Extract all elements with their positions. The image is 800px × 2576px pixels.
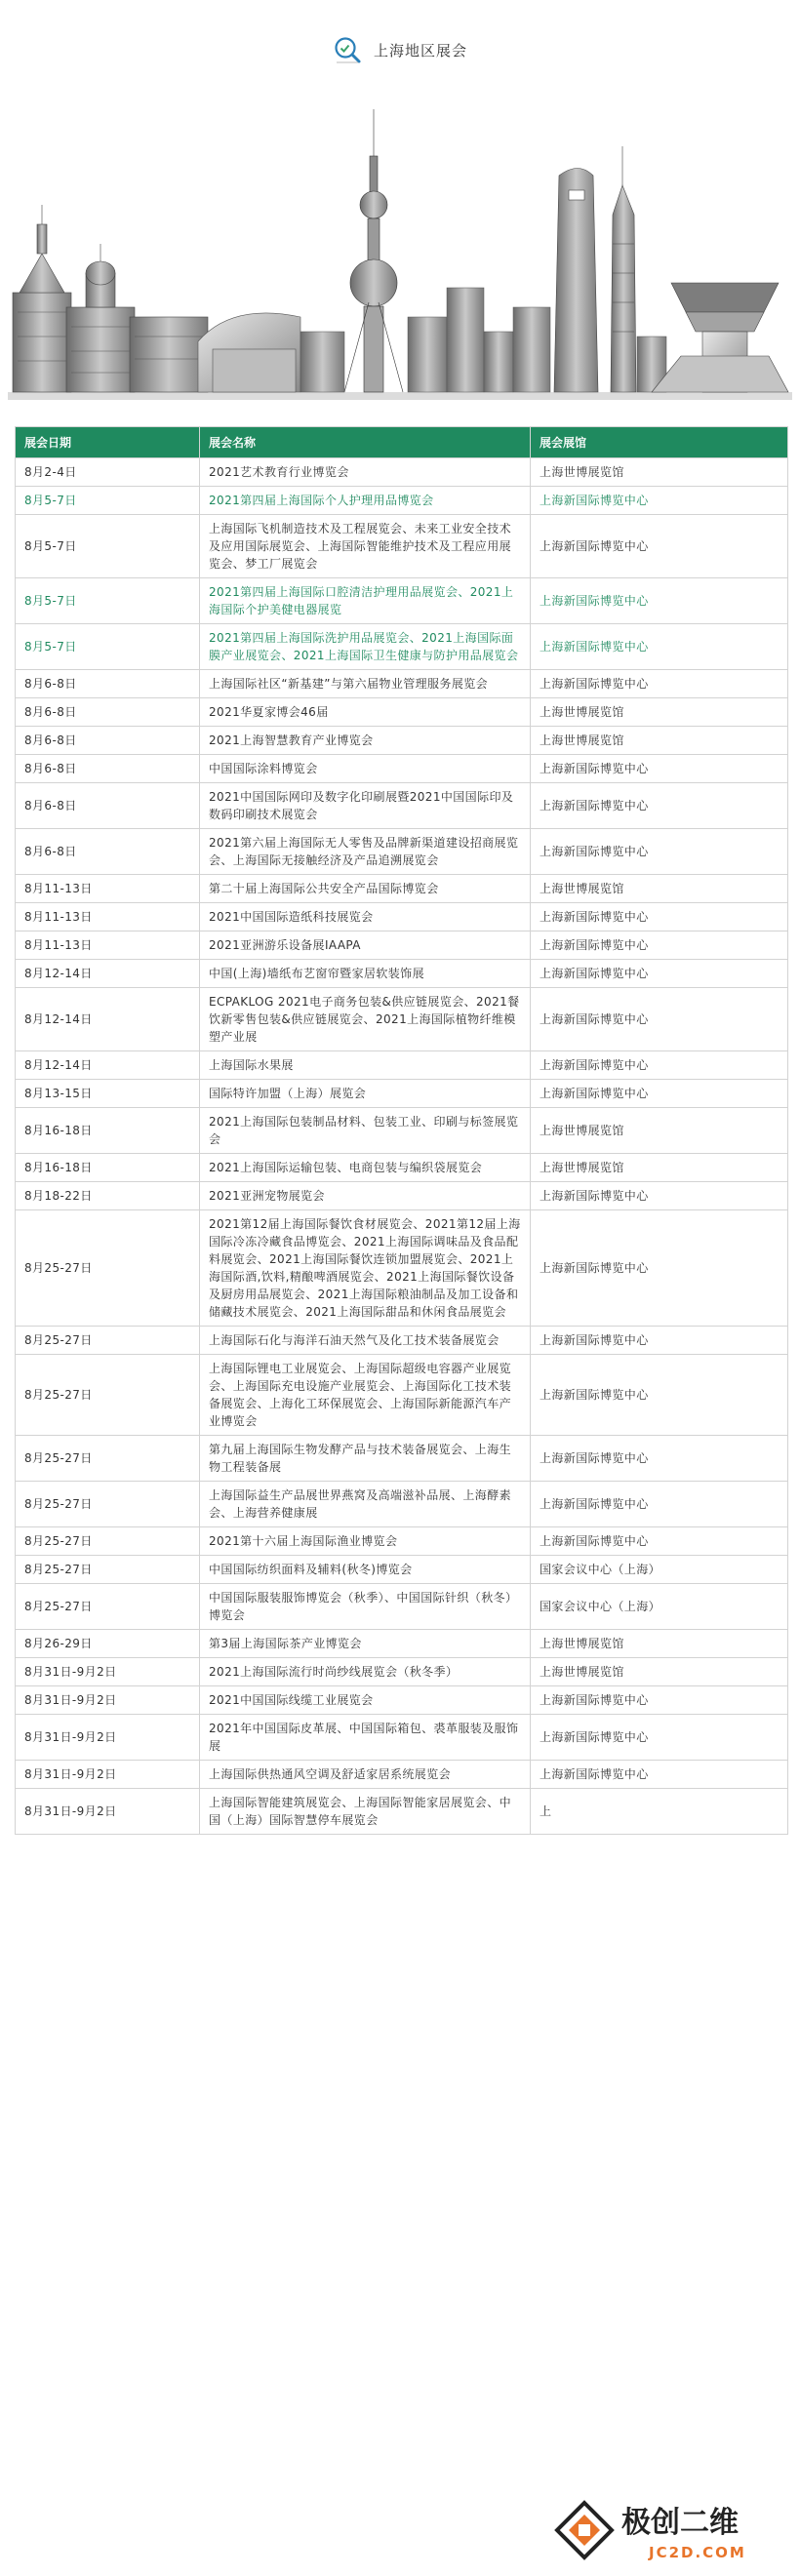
- table-row: [16, 515, 788, 578]
- page-header: [0, 27, 800, 72]
- row-date: 8月25-27日: [16, 1527, 200, 1556]
- city-blocks: [300, 288, 550, 392]
- row-exhibition-name: 2021第12届上海国际餐饮食材展览会、2021第12届上海国际冷冻冷藏食品博览会、2021上海国际调味品及食品配料展览会、2021上海国际餐饮连锁加盟展览会、2021上海国际酒,饮料,精酿啤酒展览会、2021上海国际餐饮设备及厨房用品展览会、2021上海国际粮油制品及加工设备和储藏技术展览会、2021上海国际甜品和休闲食品展览会: [200, 1210, 531, 1327]
- row-date: 8月25-27日: [16, 1556, 200, 1584]
- row-venue: 上海新国际博览中心: [531, 1482, 788, 1527]
- row-date: 8月11-13日: [16, 931, 200, 960]
- row-venue: 上海新国际博览中心: [531, 1182, 788, 1210]
- row-venue: 上: [531, 1789, 788, 1835]
- header-date: 展会日期: [16, 427, 200, 458]
- row-venue: 上海新国际博览中心: [531, 578, 788, 624]
- row-exhibition-name: 上海国际益生产品展世界燕窝及高端滋补品展、上海酵素会、上海营养健康展: [200, 1482, 531, 1527]
- row-date: 8月25-27日: [16, 1327, 200, 1355]
- table-row: [16, 458, 788, 487]
- row-exhibition-name: 2021第四届上海国际个人护理用品博览会: [200, 487, 531, 515]
- row-exhibition-name: 2021上海国际包装制品材料、包装工业、印刷与标签展览会: [200, 1108, 531, 1154]
- row-exhibition-name: 中国国际服装服饰博览会（秋季）、中国国际针织（秋冬）博览会: [200, 1584, 531, 1630]
- table-row: [16, 727, 788, 755]
- row-date: 8月25-27日: [16, 1355, 200, 1436]
- row-venue: 上海世博展览馆: [531, 1154, 788, 1182]
- row-exhibition-name: 2021第四届上海国际洗护用品展览会、2021上海国际面膜产业展览会、2021上海国际卫生健康与防护用品展览会: [200, 624, 531, 670]
- row-date: 8月12-14日: [16, 1051, 200, 1080]
- row-venue: 上海新国际博览中心: [531, 1527, 788, 1556]
- row-exhibition-name: 2021中国国际网印及数字化印刷展暨2021中国国际印及数码印刷技术展览会: [200, 783, 531, 829]
- row-venue: 上海新国际博览中心: [531, 1080, 788, 1108]
- table-row: [16, 1584, 788, 1630]
- table-row: [16, 988, 788, 1051]
- table-row: [16, 1686, 788, 1715]
- row-exhibition-name: ECPAKLOG 2021电子商务包装&供应链展览会、2021餐饮新零售包装&供应链展览会、2021上海国际植物纤维模塑产业展: [200, 988, 531, 1051]
- row-date: 8月12-14日: [16, 988, 200, 1051]
- table-row: [16, 1527, 788, 1556]
- table-row: [16, 960, 788, 988]
- jinmao-tower: [611, 146, 636, 392]
- row-exhibition-name: 2021年中国国际皮革展、中国国际箱包、裘革服装及服饰展: [200, 1715, 531, 1761]
- row-venue: 上海新国际博览中心: [531, 1715, 788, 1761]
- row-date: 8月11-13日: [16, 875, 200, 903]
- row-exhibition-name: 上海国际水果展: [200, 1051, 531, 1080]
- row-venue: 上海新国际博览中心: [531, 960, 788, 988]
- table-row: [16, 1436, 788, 1482]
- row-date: 8月25-27日: [16, 1210, 200, 1327]
- table-row: [16, 1715, 788, 1761]
- table-row: [16, 1182, 788, 1210]
- row-date: 8月31日-9月2日: [16, 1715, 200, 1761]
- row-exhibition-name: 2021亚洲宠物展览会: [200, 1182, 531, 1210]
- jc2d-watermark-logo: [551, 2497, 795, 2567]
- row-venue: 上海世博展览馆: [531, 727, 788, 755]
- row-venue: 上海新国际博览中心: [531, 1327, 788, 1355]
- row-exhibition-name: 上海国际飞机制造技术及工程展览会、未来工业安全技术及应用国际展览会、上海国际智能维护技术及工程应用展览会、梦工厂展览会: [200, 515, 531, 578]
- table-row: [16, 1482, 788, 1527]
- row-date: 8月16-18日: [16, 1154, 200, 1182]
- row-exhibition-name: 2021第六届上海国际无人零售及品牌新渠道建设招商展览会、上海国际无接触经济及产品追溯展览会: [200, 829, 531, 875]
- shanghai-skyline-illustration: [8, 107, 792, 400]
- row-exhibition-name: 上海国际社区“新基建”与第六届物业管理服务展览会: [200, 670, 531, 698]
- row-venue: 上海世博展览馆: [531, 458, 788, 487]
- row-date: 8月31日-9月2日: [16, 1686, 200, 1715]
- row-exhibition-name: 上海国际锂电工业展览会、上海国际超级电容器产业展览会、上海国际充电设施产业展览会、上海国际化工技术装备展览会、上海化工环保展览会、上海国际新能源汽车产业博览会: [200, 1355, 531, 1436]
- header-venue: 展会展馆: [531, 427, 788, 458]
- row-date: 8月26-29日: [16, 1630, 200, 1658]
- row-venue: 上海新国际博览中心: [531, 1210, 788, 1327]
- table-row: [16, 903, 788, 931]
- row-exhibition-name: 2021上海智慧教育产业博览会: [200, 727, 531, 755]
- table-row: [16, 931, 788, 960]
- table-row: [16, 1080, 788, 1108]
- header-name: 展会名称: [200, 427, 531, 458]
- table-row: [16, 487, 788, 515]
- table-row: [16, 1327, 788, 1355]
- row-date: 8月12-14日: [16, 960, 200, 988]
- row-venue: 上海新国际博览中心: [531, 1355, 788, 1436]
- page-title: 上海地区展会: [373, 41, 467, 59]
- table-row: [16, 1658, 788, 1686]
- row-exhibition-name: 2021第十六届上海国际渔业博览会: [200, 1527, 531, 1556]
- row-exhibition-name: 中国国际纺织面料及辅料(秋冬)博览会: [200, 1556, 531, 1584]
- row-exhibition-name: 2021华夏家博会46届: [200, 698, 531, 727]
- row-venue: 上海新国际博览中心: [531, 515, 788, 578]
- row-venue: 上海新国际博览中心: [531, 755, 788, 783]
- table-row: [16, 1355, 788, 1436]
- table-row: [16, 1761, 788, 1789]
- row-date: 8月6-8日: [16, 783, 200, 829]
- row-date: 8月25-27日: [16, 1584, 200, 1630]
- row-date: 8月6-8日: [16, 698, 200, 727]
- row-exhibition-name: 国际特许加盟（上海）展览会: [200, 1080, 531, 1108]
- row-date: 8月11-13日: [16, 903, 200, 931]
- row-exhibition-name: 2021艺术教育行业博览会: [200, 458, 531, 487]
- table-row: [16, 1789, 788, 1835]
- row-venue: 上海世博展览馆: [531, 698, 788, 727]
- row-date: 8月25-27日: [16, 1482, 200, 1527]
- row-date: 8月6-8日: [16, 670, 200, 698]
- table-row: [16, 783, 788, 829]
- watermark-url: JC2D.COM: [649, 2544, 746, 2561]
- table-body: [16, 458, 788, 1835]
- table-row: [16, 1556, 788, 1584]
- row-exhibition-name: 2021第四届上海国际口腔清洁护理用品展览会、2021上海国际个护美健电器展览: [200, 578, 531, 624]
- row-exhibition-name: 2021上海国际流行时尚纱线展览会（秋冬季）: [200, 1658, 531, 1686]
- row-date: 8月25-27日: [16, 1436, 200, 1482]
- row-exhibition-name: 第二十届上海国际公共安全产品国际博览会: [200, 875, 531, 903]
- table-row: [16, 1210, 788, 1327]
- row-date: 8月2-4日: [16, 458, 200, 487]
- row-exhibition-name: 第3届上海国际茶产业博览会: [200, 1630, 531, 1658]
- row-exhibition-name: 上海国际供热通风空调及舒适家居系统展览会: [200, 1761, 531, 1789]
- row-exhibition-name: 上海国际石化与海洋石油天然气及化工技术装备展览会: [200, 1327, 531, 1355]
- row-date: 8月6-8日: [16, 829, 200, 875]
- table-header-row: [16, 427, 788, 458]
- row-date: 8月16-18日: [16, 1108, 200, 1154]
- oriental-pearl-tower: [344, 109, 403, 392]
- row-exhibition-name: 第九届上海国际生物发酵产品与技术装备展览会、上海生物工程装备展: [200, 1436, 531, 1482]
- search-icon: [333, 35, 362, 64]
- row-exhibition-name: 2021亚洲游乐设备展IAAPA: [200, 931, 531, 960]
- row-venue: 上海新国际博览中心: [531, 1761, 788, 1789]
- row-date: 8月13-15日: [16, 1080, 200, 1108]
- row-venue: 上海世博展览馆: [531, 1658, 788, 1686]
- table-row: [16, 698, 788, 727]
- row-exhibition-name: 2021中国国际造纸科技展览会: [200, 903, 531, 931]
- row-venue: 上海新国际博览中心: [531, 624, 788, 670]
- row-date: 8月5-7日: [16, 624, 200, 670]
- row-venue: 上海新国际博览中心: [531, 1051, 788, 1080]
- row-exhibition-name: 上海国际智能建筑展览会、上海国际智能家居展览会、中国（上海）国际智慧停车展览会: [200, 1789, 531, 1835]
- row-venue: 上海新国际博览中心: [531, 903, 788, 931]
- row-exhibition-name: 中国(上海)墙纸布艺窗帘暨家居软装饰展: [200, 960, 531, 988]
- row-date: 8月18-22日: [16, 1182, 200, 1210]
- table-row: [16, 1051, 788, 1080]
- row-venue: 上海世博展览馆: [531, 875, 788, 903]
- row-date: 8月31日-9月2日: [16, 1761, 200, 1789]
- logo-diamond-icon: [557, 2503, 612, 2557]
- grand-theatre: [198, 313, 300, 392]
- table-row: [16, 1630, 788, 1658]
- world-financial-center: [554, 169, 598, 393]
- china-pavilion: [652, 283, 788, 392]
- row-venue: 上海世博展览馆: [531, 1108, 788, 1154]
- table-row: [16, 624, 788, 670]
- row-venue: 上海新国际博览中心: [531, 783, 788, 829]
- row-exhibition-name: 2021上海国际运输包装、电商包装与编织袋展览会: [200, 1154, 531, 1182]
- table-row: [16, 755, 788, 783]
- row-date: 8月6-8日: [16, 755, 200, 783]
- row-date: 8月31日-9月2日: [16, 1658, 200, 1686]
- row-venue: 上海新国际博览中心: [531, 829, 788, 875]
- row-date: 8月5-7日: [16, 578, 200, 624]
- row-date: 8月31日-9月2日: [16, 1789, 200, 1835]
- row-venue: 上海新国际博览中心: [531, 1436, 788, 1482]
- table-row: [16, 578, 788, 624]
- table-row: [16, 829, 788, 875]
- row-venue: 上海新国际博览中心: [531, 931, 788, 960]
- historic-building-left: [13, 205, 208, 392]
- table-row: [16, 1154, 788, 1182]
- table-row: [16, 1108, 788, 1154]
- row-date: 8月6-8日: [16, 727, 200, 755]
- row-venue: 上海新国际博览中心: [531, 670, 788, 698]
- row-venue: 上海新国际博览中心: [531, 487, 788, 515]
- watermark-name: 极创二维: [621, 2506, 739, 2540]
- row-date: 8月5-7日: [16, 515, 200, 578]
- exhibition-table: [15, 426, 788, 1835]
- row-venue: 国家会议中心（上海）: [531, 1556, 788, 1584]
- table-row: [16, 670, 788, 698]
- row-date: 8月5-7日: [16, 487, 200, 515]
- row-venue: 上海世博展览馆: [531, 1630, 788, 1658]
- table-row: [16, 875, 788, 903]
- row-venue: 国家会议中心（上海）: [531, 1584, 788, 1630]
- row-exhibition-name: 中国国际涂料博览会: [200, 755, 531, 783]
- row-venue: 上海新国际博览中心: [531, 988, 788, 1051]
- row-venue: 上海新国际博览中心: [531, 1686, 788, 1715]
- row-exhibition-name: 2021中国国际线缆工业展览会: [200, 1686, 531, 1715]
